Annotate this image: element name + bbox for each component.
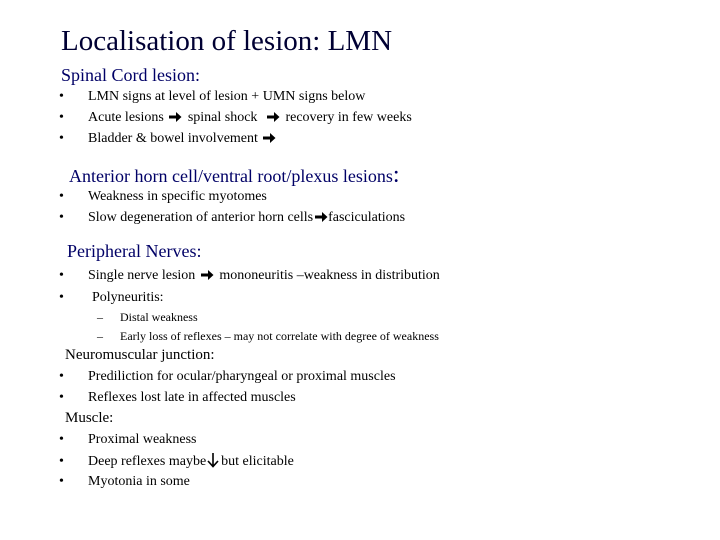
bullet: • [59, 89, 64, 104]
muscle-item-3: • Myotonia in some [59, 474, 190, 489]
bullet: • [59, 369, 64, 384]
right-arrow-icon [315, 211, 328, 223]
right-arrow-icon [263, 132, 276, 144]
nmj-heading: Neuromuscular junction: [65, 347, 215, 363]
peripheral-item-1: • Single nerve lesion mononeuritis –weakness in distribution [59, 268, 440, 283]
bullet: • [59, 268, 64, 283]
muscle-heading: Muscle: [65, 410, 114, 426]
slide-title: Localisation of lesion: LMN [61, 25, 393, 57]
bullet: • [59, 189, 64, 204]
bullet: • [59, 131, 64, 146]
spinal-cord-item-2: • Acute lesions spinal shock recovery in few weeks [59, 110, 412, 125]
spinal-cord-item-3: • Bladder & bowel involvement [59, 131, 278, 147]
spinal-cord-heading: Spinal Cord lesion: [61, 65, 200, 85]
spinal-cord-item-1: • LMN signs at level of lesion + UMN signs below [59, 89, 366, 104]
nmj-item-1: • Prediliction for ocular/pharyngeal or proximal muscles [59, 369, 396, 384]
peripheral-subitem-1: – Distal weakness [97, 310, 198, 324]
dash: – [97, 310, 103, 324]
bullet: • [59, 110, 64, 125]
bullet: • [59, 210, 64, 225]
bullet: • [59, 390, 64, 405]
anterior-horn-item-2: • Slow degeneration of anterior horn cells fasciculations [59, 210, 406, 225]
muscle-item-1: • Proximal weakness [59, 432, 197, 447]
right-arrow-icon [201, 269, 214, 281]
bullet: • [59, 432, 64, 447]
right-arrow-icon [267, 111, 280, 123]
peripheral-item-2: • Polyneuritis: [59, 290, 164, 305]
peripheral-subitem-2: – Early loss of reflexes – may not correlate with degree of weakness [97, 329, 439, 343]
nmj-item-2: • Reflexes lost late in affected muscles [59, 390, 296, 405]
anterior-horn-heading: Anterior horn cell/ventral root/plexus lesions: [69, 162, 400, 188]
peripheral-nerves-heading: Peripheral Nerves: [67, 241, 202, 261]
muscle-item-2: • Deep reflexes maybe but elicitable [59, 454, 294, 469]
down-arrow-icon [207, 453, 219, 468]
bullet: • [59, 454, 64, 469]
right-arrow-icon [169, 111, 182, 123]
bullet: • [59, 290, 64, 305]
anterior-horn-item-1: • Weakness in specific myotomes [59, 189, 267, 204]
bullet: • [59, 474, 64, 489]
dash: – [97, 329, 103, 343]
